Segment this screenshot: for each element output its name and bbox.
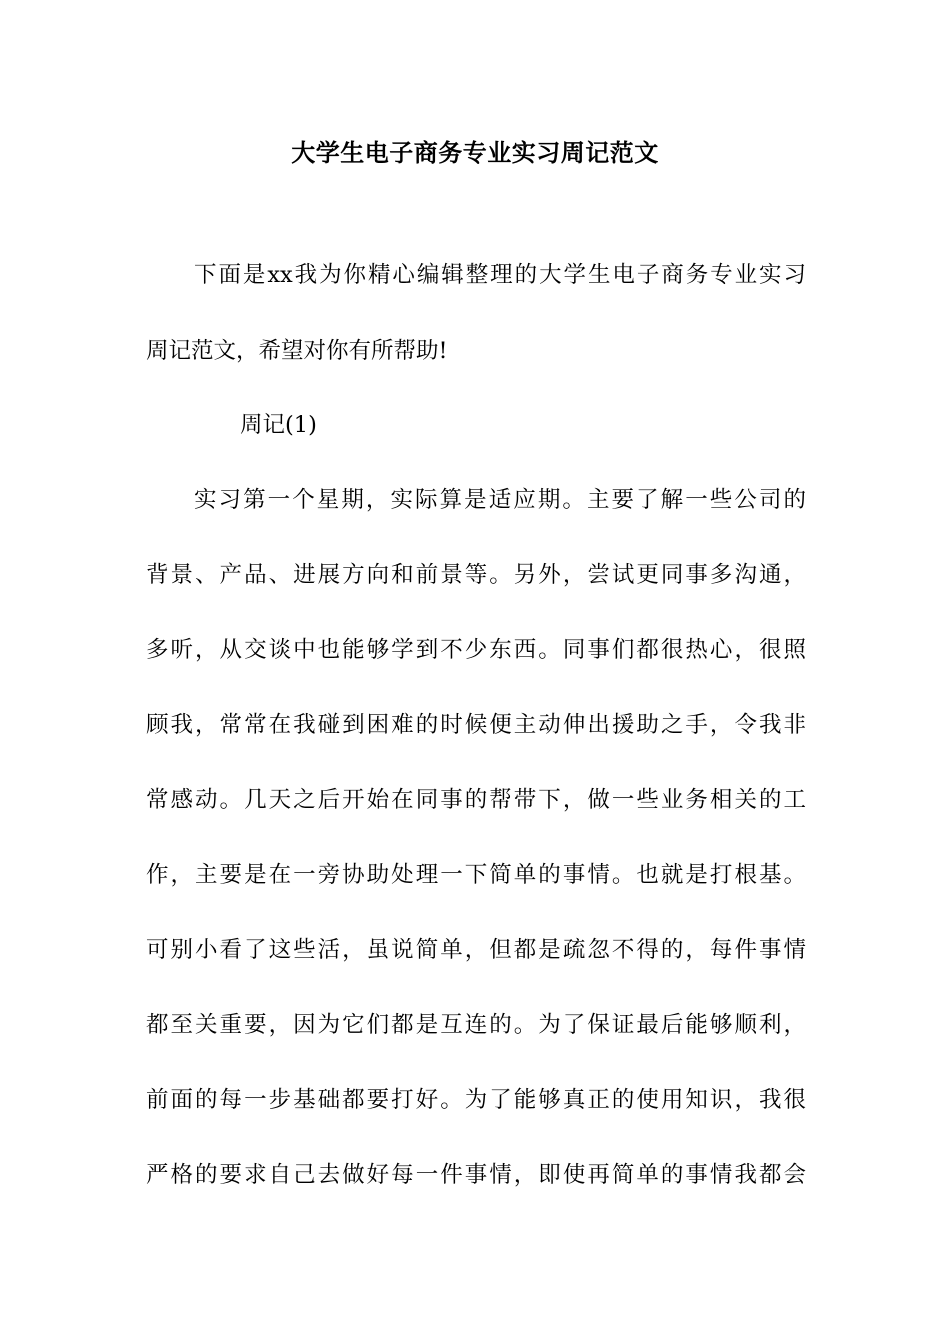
document-title: 大学生电子商务专业实习周记范文 [291,138,659,167]
intro-line-1: 下面是xx我为你精心编辑整理的大学生电子商务专业实习 [194,262,806,288]
body-line-5: 常感动。几天之后开始在同事的帮带下，做一些业务相关的工 [146,787,806,813]
body-line-2: 背景、产品、进展方向和前景等。另外，尝试更同事多沟通， [146,562,806,588]
body-line-6: 作，主要是在一旁协助处理一下简单的事情。也就是打根基。 [146,862,806,888]
body-line-3: 多听，从交谈中也能够学到不少东西。同事们都很热心，很照 [146,637,806,663]
body-line-8: 都至关重要，因为它们都是互连的。为了保证最后能够顺利， [146,1012,806,1038]
body-line-7: 可别小看了这些活，虽说简单，但都是疏忽不得的，每件事情 [146,937,806,963]
body-line-10: 严格的要求自己去做好每一件事情，即使再简单的事情我都会 [146,1162,806,1188]
intro-line-2: 周记范文，希望对你有所帮助! [146,338,448,364]
section-heading: 周记(1) [240,412,317,438]
body-line-4: 顾我，常常在我碰到困难的时候便主动伸出援助之手，令我非 [146,712,806,738]
body-line-1: 实习第一个星期，实际算是适应期。主要了解一些公司的 [194,487,806,513]
body-line-9: 前面的每一步基础都要打好。为了能够真正的使用知识，我很 [146,1087,806,1113]
